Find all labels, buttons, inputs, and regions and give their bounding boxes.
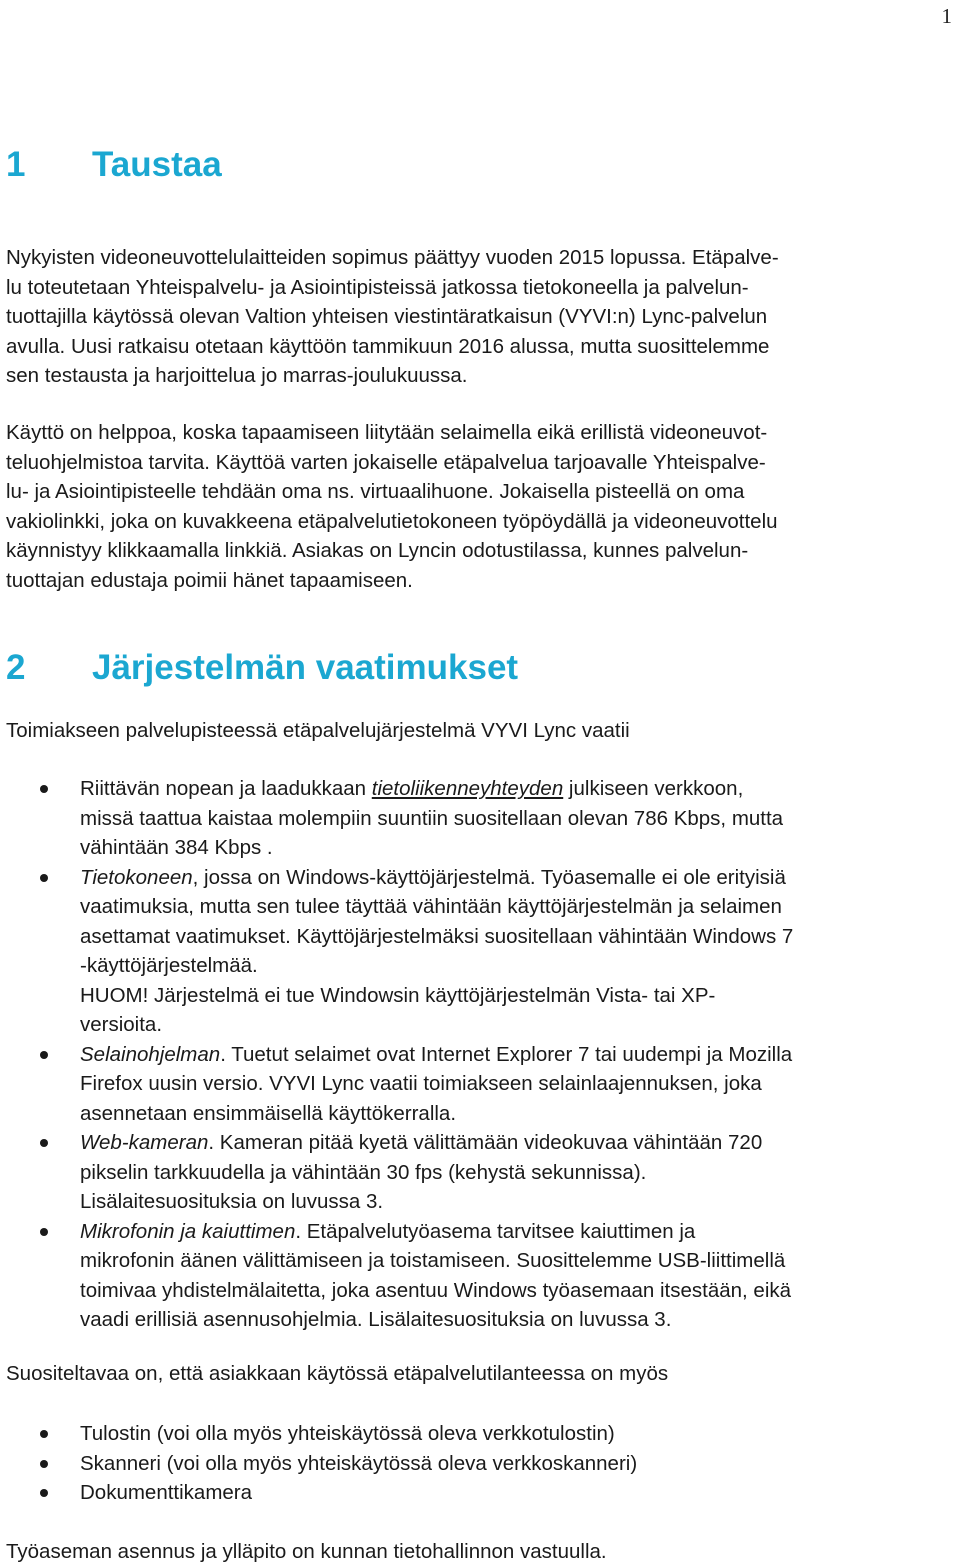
text-fragment: Riittävän nopean ja laadukkaan: [80, 777, 372, 800]
section-1-title: Taustaa: [92, 145, 222, 184]
text-fragment: . Etäpalvelutyöasema tarvitsee kaiuttimen ja: [295, 1219, 696, 1243]
text-line: versioita.: [80, 1013, 163, 1036]
text-line: tuottajan edustaja poimii hänet tapaamiseen.: [6, 568, 413, 592]
text-line: toimivaa yhdistelmälaitetta, joka asentuu Windows työasemaan itsestään, eikä: [80, 1278, 792, 1302]
text-line: [80, 1040, 956, 1070]
bullet-icon: [40, 785, 48, 793]
term-emphasis: Selainohjelman: [80, 1042, 221, 1066]
list-item: [0, 1478, 956, 1508]
term-emphasis: tietoliikenneyhteyden: [371, 777, 564, 800]
text-line: Dokumenttikamera: [80, 1481, 253, 1504]
bullet-icon: [40, 1460, 48, 1468]
text-line: sen testausta ja harjoittelua jo marras-joulukuussa.: [6, 364, 468, 387]
text-fragment: , jossa on Windows-käyttöjärjestelmä. Työasemalle ei ole erityisiä: [192, 865, 786, 889]
page-number: 1: [941, 4, 952, 28]
intro-paragraph: [6, 243, 956, 391]
text-fragment: . Kameran pitää kyetä välittämään videokuvaa vähintään 720: [208, 1131, 763, 1154]
text-line: käynnistyy klikkaamalla linkkiä. Asiakas on Lyncin odotustilassa, kunnes palvelun-: [6, 539, 749, 562]
text-line: vakiolinkki, joka on kuvakkeena etäpalvelutietokoneen työpöydällä ja videoneuvottelu: [6, 509, 778, 533]
text-line: pikselin tarkkuudella ja vähintään 30 fps (kehystä sekunnissa).: [80, 1160, 647, 1184]
text-line: vaatimuksia, mutta sen tulee täyttää vähintään käyttöjärjestelmän ja selaimen: [80, 895, 782, 918]
list-item: [0, 1419, 956, 1449]
list-item: [0, 1449, 956, 1479]
text-line: Lisälaitesuosituksia on luvussa 3.: [80, 1190, 384, 1213]
text-line: Nykyisten videoneuvottelulaitteiden sopimus päättyy vuoden 2015 lopussa. Etäpalve-: [6, 246, 779, 269]
text-line: avulla. Uusi ratkaisu otetaan käyttöön tammikuun 2016 alussa, mutta suosittelemme: [6, 334, 770, 358]
term-emphasis: Mikrofonin ja kaiuttimen: [80, 1219, 296, 1243]
section-2-heading: [6, 648, 518, 688]
list-item: [0, 863, 956, 1040]
text-line: HUOM! Järjestelmä ei tue Windowsin käyttöjärjestelmän Vista- tai XP-: [80, 983, 716, 1007]
footer-note: [6, 1537, 956, 1567]
section-2-number: 2: [6, 648, 26, 687]
text-line: Firefox uusin versio. VYVI Lync vaatii toimiakseen selainlaajennuksen, joka: [80, 1072, 762, 1095]
text-line: vähintään 384 Kbps .: [80, 836, 273, 859]
text-line: -käyttöjärjestelmää.: [80, 954, 258, 977]
list-item: [0, 774, 956, 863]
text-line: missä taattua kaistaa molempiin suuntiin suositellaan olevan 786 Kbps, mutta: [80, 806, 784, 830]
text-line: [80, 1217, 956, 1247]
text-line: Työaseman asennus ja ylläpito on kunnan tietohallinnon vastuulla.: [6, 1540, 607, 1563]
list-item: [0, 1128, 956, 1217]
bullet-icon: [40, 1139, 48, 1147]
text-line: [80, 1128, 956, 1158]
bullet-icon: [40, 1489, 48, 1497]
text-line: Skanneri (voi olla myös yhteiskäytössä oleva verkkoskanneri): [80, 1451, 638, 1475]
text-line: mikrofonin äänen välittämiseen ja toistamiseen. Suosittelemme USB-liittimellä: [80, 1249, 786, 1272]
bullet-icon: [40, 1051, 48, 1059]
bullet-icon: [40, 874, 48, 882]
term-emphasis: Tietokoneen: [80, 865, 193, 889]
text-line: Käyttö on helppoa, koska tapaamiseen liitytään selaimella eikä erillistä videoneuvot-: [6, 421, 768, 444]
recommended-list: [0, 1419, 956, 1508]
text-line: teluohjelmistoa tarvita. Käyttöä varten jokaiselle etäpalvelua tarjoavalle Yhteispalve-: [6, 450, 766, 474]
text-line: Tulostin (voi olla myös yhteiskäytössä oleva verkkotulostin): [80, 1422, 615, 1445]
text-line: asettamat vaatimukset. Käyttöjärjestelmäksi suositellaan vähintään Windows 7: [80, 924, 794, 948]
requirements-intro: [6, 716, 956, 746]
list-item: [0, 1040, 956, 1129]
bullet-icon: [40, 1228, 48, 1236]
text-line: Suositeltavaa on, että asiakkaan käytössä etäpalvelutilanteessa on myös: [6, 1362, 669, 1385]
text-line: asennetaan ensimmäisellä käyttökerralla.: [80, 1101, 457, 1125]
text-fragment: . Tuetut selaimet ovat Internet Explorer 7 tai uudempi ja Mozilla: [220, 1042, 793, 1066]
bullet-icon: [40, 1430, 48, 1438]
list-item: [0, 1217, 956, 1335]
text-line: [80, 774, 956, 804]
text-line: Toimiakseen palvelupisteessä etäpalvelujärjestelmä VYVI Lync vaatii: [6, 719, 630, 742]
text-line: lu- ja Asiointipisteelle tehdään oma ns. virtuaalihuone. Jokaisella pisteellä on oma: [6, 480, 745, 503]
text-fragment: julkiseen verkkoon,: [563, 777, 744, 800]
recommended-intro: [6, 1359, 956, 1389]
term-emphasis: Web-kameran: [80, 1131, 209, 1154]
section-2-title: Järjestelmän vaatimukset: [92, 648, 519, 687]
requirements-list: [0, 774, 956, 1335]
text-line: tuottajilla käytössä olevan Valtion yhteisen viestintäratkaisun (VYVI:n) Lync-palvelun: [6, 305, 768, 328]
section-1-heading: [6, 145, 222, 185]
text-line: vaadi erillisiä asennusohjelmia. Lisälaitesuosituksia on luvussa 3.: [80, 1308, 672, 1331]
usage-paragraph: [6, 418, 956, 595]
text-line: lu toteutetaan Yhteispalvelu- ja Asiointipisteissä jatkossa tietokoneella ja palvelun-: [6, 275, 749, 299]
section-1-number: 1: [6, 145, 26, 184]
text-line: [80, 863, 956, 893]
